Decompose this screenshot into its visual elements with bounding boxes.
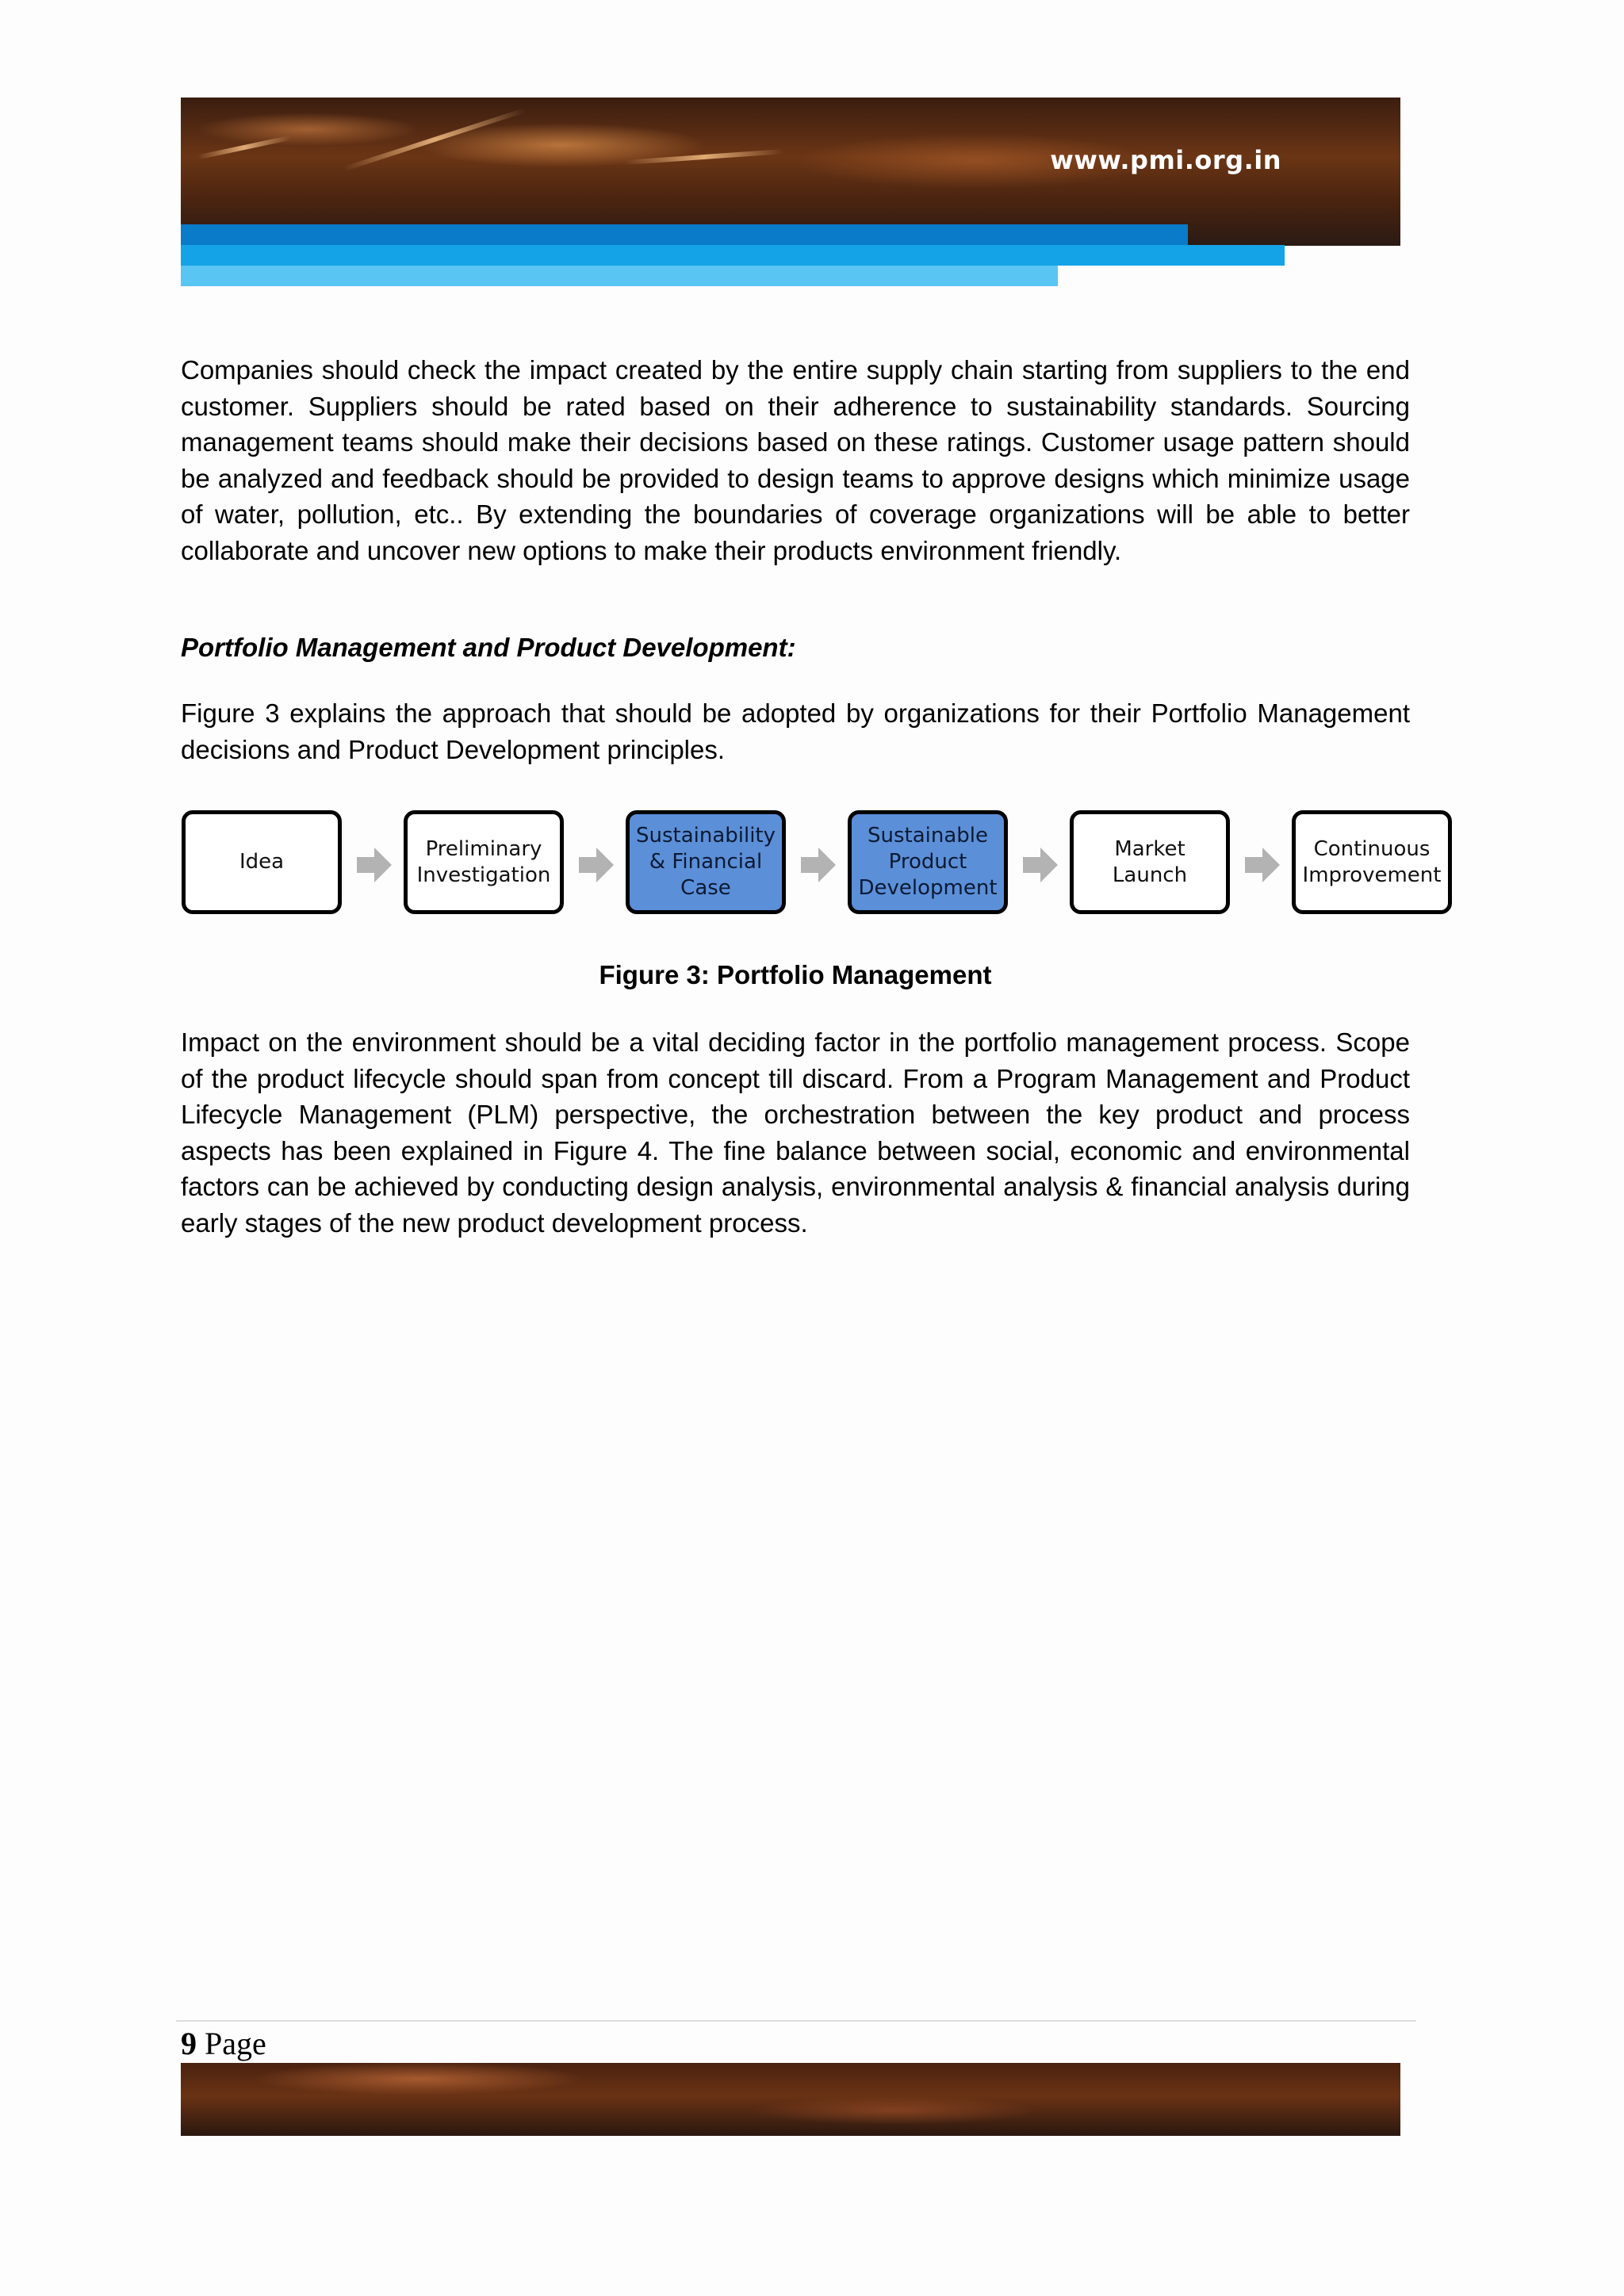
- flow-step-preliminary-investigation: Preliminary Investigation: [404, 810, 564, 914]
- header-stripe-light: [181, 266, 1058, 286]
- flow-step-sustainability-financial-case: Sustainability & Financial Case: [626, 810, 786, 914]
- flow-step-continuous-improvement: Continuous Improvement: [1292, 810, 1452, 914]
- flow-arrow-icon: [1245, 848, 1280, 882]
- header-stripe-dark: [181, 224, 1188, 245]
- header-stripe-mid: [181, 245, 1285, 266]
- flow-arrow-icon: [357, 848, 392, 882]
- header-banner: [181, 98, 1400, 246]
- page-label: Page: [205, 2026, 266, 2061]
- page-number: [181, 2025, 266, 2062]
- paragraph-environment-impact: Impact on the environment should be a vital deciding factor in the portfolio management process. Scope of the product lifecycle should span from concept till discard. From a Program Management and Product Lifecycle Management (PLM) perspective, the orchestration between the key product and process aspects has been explained in Figure 4. The fine balance between social, economic and environmental factors can be achieved by conducting design analysis, environmental analysis & financial analysis during early stages of the new product development process.: [181, 1027, 1410, 1238]
- flow-step-idea: Idea: [182, 810, 342, 914]
- flow-arrow-icon: [579, 848, 614, 882]
- paragraph-supply-chain: Companies should check the impact created by the entire supply chain starting from suppliers to the end customer. Suppliers should be rated based on their adherence to sustainability standards. Sourcing management teams should make their decisions based on these ratings. Customer usage pattern should be analyzed and feedback should be provided to design teams to approve designs which minimize usage of water, pollution, etc.. By extending the boundaries of coverage organizations will be able to better collaborate and uncover new options to make their products environment friendly.: [181, 355, 1410, 565]
- flow-step-sustainable-product-development: Sustainable Product Development: [848, 810, 1008, 914]
- footer-banner: [181, 2063, 1400, 2136]
- flow-arrow-icon: [1023, 848, 1058, 882]
- flow-step-market-launch: Market Launch: [1070, 810, 1230, 914]
- footer-divider: [176, 2020, 1416, 2022]
- header-url: www.pmi.org.in: [1050, 145, 1281, 175]
- paragraph-figure-intro: Figure 3 explains the approach that should be adopted by organizations for their Portfolio Management decisions and Product Development principles.: [181, 698, 1410, 764]
- flow-arrow-icon: [801, 848, 836, 882]
- page-number-value: 9: [181, 2026, 197, 2061]
- section-heading: Portfolio Management and Product Development:: [181, 633, 796, 662]
- figure-caption: Figure 3: Portfolio Management: [599, 960, 992, 989]
